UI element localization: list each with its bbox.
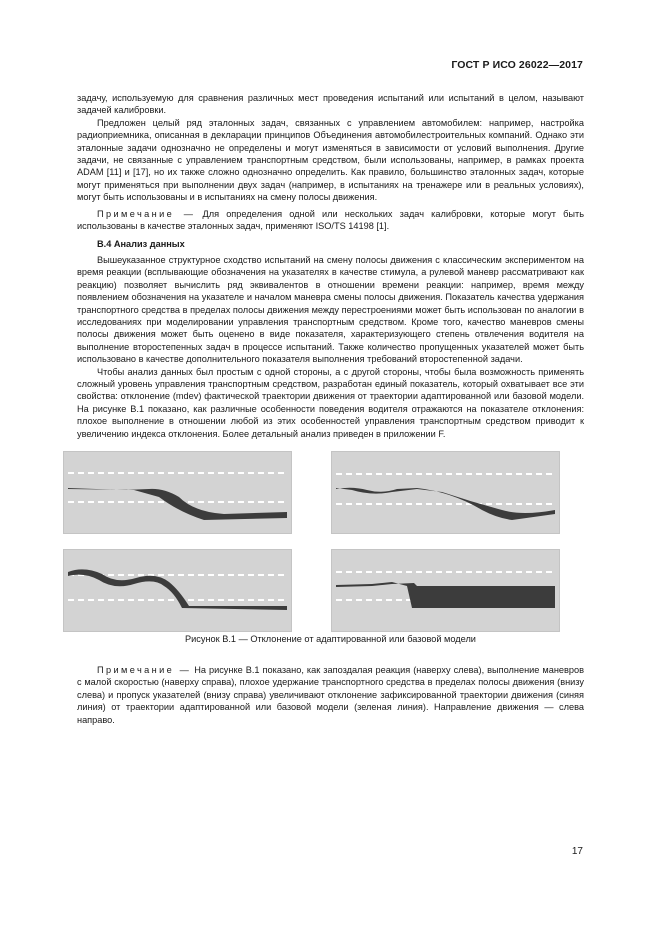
note-2 bbox=[77, 664, 584, 726]
section-title: B.4 Анализ данных bbox=[97, 239, 185, 250]
panel-delayed-reaction bbox=[63, 451, 292, 534]
deviation-area bbox=[336, 582, 555, 608]
paragraph-2: Предложен целый ряд эталонных задач, связанных с управлением автомобилем: например, настройка радиоприемника, описанная в декларации принципов Объединения автомобилестроительных компаний. Однако эти эталонные задачи однозначно не определены и могут изменяться в зависимости от условий выполнения. Другие задачи, не связанные с управлением транспортным средством, были использованы, например, в рамках проекта ADAM [11] и [17], но их также сложно однозначно определить. Как правило, большинство эталонных задач, которые могут применяться при выполнении двух задач (например, в испытаниях на тренажере или в реальных условиях), могут быть использованы и в испытаниях на смену полосы движения. bbox=[77, 117, 584, 203]
note-1-text: Для определения одной или нескольких задач калибровки, которые могут быть использованы в качестве эталонных задач, применяют ISO/TS 14198 [1]. bbox=[77, 208, 584, 232]
note-1 bbox=[77, 208, 584, 233]
paragraph-3: Вышеуказанное структурное сходство испытаний на смену полосы движения с классическим экспериментом на время реакции (всплывающие обозначения на указателях в качестве стимула, а рулевой маневр рассматривают как реакцию) позволяет вычислить ряд эквивалентов в отношении времени реакции: например, время между появлением обозначения на указателе и началом маневра смены полосы движения. Показатель качества удержания транспортного средства в пределах полосы движения между перестроениями может быть использован по аналогии в исследованиях при моделировании управления транспортным средством. Кроме того, качество маневров смены полосы движения может быть оценено в виде показателя, характеризующего степень отвлечения водителя на выполнение второстепенных задач в процессе испытаний. Также количество пропущенных указателей может быть использовано в качестве дополнительного показателя выполнения требований второстепенной задачи. bbox=[77, 254, 584, 365]
panel-slow-maneuver bbox=[331, 451, 560, 534]
panel-missed-sign bbox=[331, 549, 560, 632]
deviation-area bbox=[68, 569, 287, 610]
figure-b1 bbox=[63, 443, 593, 623]
paragraph-1: задачу, используемую для сравнения различных мест проведения испытаний или испытаний в целом, называют задачей калибровки. bbox=[77, 93, 584, 116]
figure-caption: Рисунок B.1 — Отклонение от адаптированной или базовой модели bbox=[185, 634, 476, 644]
note-2-text: На рисунке B.1 показано, как запоздалая реакция (наверху слева), выполнение маневров с малой скоростью (наверху справа), плохое удержание транспортного средства в пределах полосы движения (внизу слева) и пропуск указателей (внизу справа) увеличивают отклонение зафиксированной траектории движения (синяя линия) от траектории адаптированной или базовой модели (зеленая линия). Направление движения — слева направо. bbox=[77, 665, 584, 725]
main-text bbox=[77, 92, 584, 440]
page-number: 17 bbox=[571, 846, 583, 857]
note-2-label: Примечание — bbox=[97, 665, 192, 675]
panel-poor-lane-keeping bbox=[63, 549, 292, 632]
note-1-label: Примечание — bbox=[97, 208, 196, 219]
paragraph-4: Чтобы анализ данных был простым с одной стороны, а с другой стороны, чтобы была возможность применять сложный уровень управления транспортным средством, разработан единый показатель, который охватывает все эти свойства: отклонение (mdev) фактической траектории движения от траектории адаптированной или базовой модели. На рисунке B.1 показано, как различные особенности поведения водителя отражаются на показателе отклонения: плохое выполнение в отношении любой из этих особенностей управления транспортным средством приводит к увеличению индекса отклонения. Более детальный анализ приведен в приложении F. bbox=[77, 366, 584, 439]
document-header: ГОСТ Р ИСО 26022—2017 bbox=[451, 59, 583, 71]
deviation-area bbox=[68, 488, 287, 520]
